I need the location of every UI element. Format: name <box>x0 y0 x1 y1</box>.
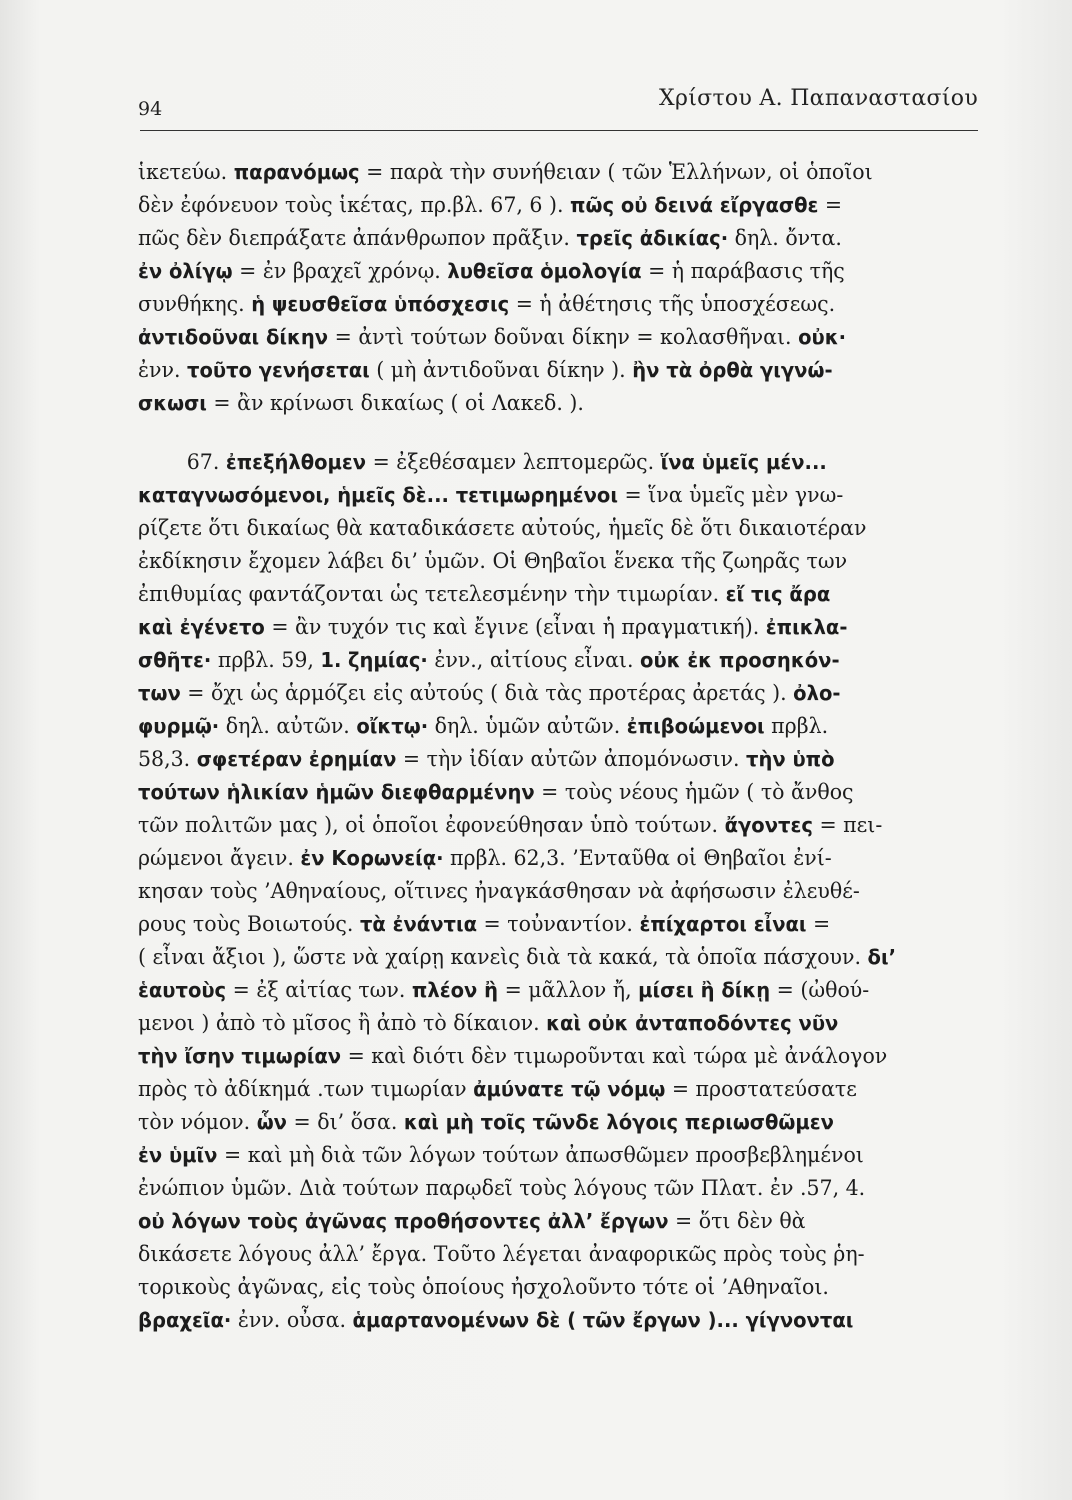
lemma-term: σκωσι <box>138 391 207 415</box>
gloss-text: = ἀντὶ τούτων δοῦναι δίκην = κολασθῆναι. <box>328 325 799 349</box>
gloss-text: = πει- <box>812 813 883 837</box>
gloss-text: δὲν ἐφόνευον τοὺς ἱκέτας, πρ.βλ. 67, 6 ). <box>138 193 571 217</box>
gloss-text: = προστατεύσατε <box>665 1077 857 1101</box>
lemma-term: τὰ ἐνάντια <box>359 912 478 936</box>
lemma-term: μίσει ἢ δίκῃ <box>638 978 771 1002</box>
gloss-text: δικάσετε λόγους ἀλλ’ ἔργα. Τοῦτο λέγεται ἀναφορικῶς πρὸς τοὺς ῥη- <box>138 1242 865 1266</box>
lemma-term: οὐκ ἐκ προσηκόν- <box>640 648 840 672</box>
gloss-text: = παρὰ τὴν συνήθειαν ( τῶν Ἑλλήνων, οἱ ὁποῖοι <box>359 160 873 184</box>
text-line <box>138 842 978 875</box>
lemma-term: ζημίας· <box>347 648 428 672</box>
gloss-text: ἐνν., αἰτίους εἶναι. <box>427 648 641 672</box>
text-line <box>138 387 978 420</box>
lemma-term: ἀμύνατε τῷ νόμῳ <box>473 1077 666 1101</box>
lemma-term: καὶ οὐκ ἀνταποδόντες νῦν <box>546 1011 839 1035</box>
text-line <box>138 1106 978 1139</box>
text-line <box>138 1073 978 1106</box>
lemma-term: πῶς οὐ δεινά εἴργασθε <box>570 193 819 217</box>
lemma-term: ἁμαρτανομένων δὲ ( τῶν ἔργων )... γίγνονται <box>352 1308 854 1332</box>
lemma-term: φυρμῷ· <box>138 714 220 738</box>
text-line <box>138 1271 978 1304</box>
lemma-term: βραχεῖα· <box>138 1308 232 1332</box>
gloss-text: ρους τοὺς Βοιωτούς. <box>138 912 360 936</box>
lemma-term: ἐπικλα- <box>765 615 848 639</box>
lemma-term: σθῆτε· <box>138 648 212 672</box>
text-line <box>138 974 978 1007</box>
gloss-text: δηλ. αὐτῶν. <box>219 714 357 738</box>
gloss-text: = <box>818 193 843 217</box>
header-rule <box>140 130 978 131</box>
gloss-text: μενοι ) ἀπὸ τὸ μῖσος ἢ ἀπὸ τὸ δίκαιον. <box>138 1011 547 1035</box>
lemma-term: ὧν <box>256 1110 287 1134</box>
gloss-text: ( μὴ ἀντιδοῦναι δίκην ). <box>369 358 633 382</box>
text-line <box>138 875 978 908</box>
gloss-text: = ὄχι ὡς ἁρμόζει εἰς αὐτούς ( διὰ τὰς προτέρας ἀρετάς ). <box>180 681 794 705</box>
lemma-term: πλέον ἢ <box>411 978 499 1002</box>
text-line <box>138 578 978 611</box>
gloss-text: = ἐν βραχεῖ χρόνῳ. <box>232 259 448 283</box>
lemma-term: ἢν τὰ ὀρθὰ γιγνώ- <box>632 358 833 382</box>
lemma-term: ἐν ὑμῖν <box>138 1143 218 1167</box>
gloss-text: πῶς δὲν διεπράξατε ἀπάνθρωπον πρᾶξιν. <box>138 226 577 250</box>
lemma-term: οἴκτῳ· <box>356 714 429 738</box>
gloss-text: ρίζετε ὅτι δικαίως θὰ καταδικάσετε αὐτούς, ἡμεῖς δὲ ὅτι δικαιοτέραν <box>138 516 867 540</box>
gloss-text: συνθήκης. <box>138 292 252 316</box>
lemma-term: τούτων ἡλικίαν ἡμῶν διεφθαρμένην <box>138 780 535 804</box>
text-line <box>138 288 978 321</box>
gloss-text: = ἂν τυχόν τις καὶ ἔγινε (εἶναι ἡ πραγματική). <box>264 615 766 639</box>
lemma-term: σφετέραν ἐρημίαν <box>196 747 397 771</box>
gloss-text: κησαν τοὺς ’Αθηναίους, οἵτινες ἠναγκάσθησαν νὰ ἀφήσωσιν ἐλευθέ- <box>138 879 860 903</box>
text-line <box>138 321 978 354</box>
gloss-text: πρὸς τὸ ἀδίκημά .των τιμωρίαν <box>138 1077 474 1101</box>
lemma-term: λυθεῖσα ὁμολογία <box>447 259 642 283</box>
lemma-term: εἴ τις ἄρα <box>725 582 831 606</box>
text-line <box>138 545 978 578</box>
lemma-term: δι’ <box>867 945 896 969</box>
gloss-text: = ἐξ αἰτίας των. <box>226 978 412 1002</box>
page-header <box>138 86 978 126</box>
text-line <box>138 354 978 387</box>
page-number: 94 <box>138 98 163 120</box>
gloss-text: = ἡ ἀθέτησις τῆς ὑποσχέσεως. <box>509 292 836 316</box>
lemma-term: των <box>138 681 181 705</box>
lemma-term: καταγνωσόμενοι, ἡμεῖς δὲ... τετιμωρημένοι <box>138 483 618 507</box>
gloss-text: ἐνώπιον ὑμῶν. Διὰ τούτων παρῳδεῖ τοὺς λόγους τῶν Πλατ. ἐν .57, 4. <box>138 1176 866 1200</box>
gloss-text: πρβλ. 59, <box>211 648 321 672</box>
lemma-term: καὶ μὴ τοῖς τῶνδε λόγοις περιωσθῶμεν <box>403 1110 834 1134</box>
gloss-text: = ἡ παράβασις τῆς <box>641 259 845 283</box>
text-line <box>138 189 978 222</box>
lemma-term: 1. <box>320 648 342 672</box>
gloss-text: = καὶ μὴ διὰ τῶν λόγων τούτων ἀπωσθῶμεν προσβεβλημένοι <box>217 1143 864 1167</box>
text-line <box>138 1007 978 1040</box>
lemma-term: τοῦτο γενήσεται <box>186 358 370 382</box>
lemma-term: τὴν ὑπὸ <box>746 747 835 771</box>
text-line <box>138 908 978 941</box>
text-line <box>138 156 978 189</box>
gloss-text: = ἂν κρίνωσι δικαίως ( οἱ Λακεδ. ). <box>206 391 584 415</box>
gloss-text: πρβλ. 62,3. ’Ενταῦθα οἱ Θηβαῖοι ἐνί- <box>443 846 832 870</box>
text-line <box>138 512 978 545</box>
gloss-text: = τοὐναντίον. <box>477 912 640 936</box>
gloss-text: = καὶ διότι δὲν τιμωροῦνται καὶ τώρα μὲ ἀνάλογον <box>341 1044 888 1068</box>
lemma-term: καὶ ἐγένετο <box>138 615 265 639</box>
text-line <box>138 677 978 710</box>
gloss-text: ἐκδίκησιν ἔχομεν λάβει δι’ ὑμῶν. Οἱ Θηβαῖοι ἕνεκα τῆς ζωηρᾶς των <box>138 549 848 573</box>
gloss-text: ἐπιθυμίας φαντάζονται ὡς τετελεσμένην τὴν τιμωρίαν. <box>138 582 726 606</box>
gloss-text: = ἵνα ὑμεῖς μὲν γνω- <box>617 483 844 507</box>
gloss-text: δηλ. ὄντα. <box>728 226 842 250</box>
lemma-term: ἐπιβοώμενοι <box>626 714 765 738</box>
lemma-term: οὐκ· <box>798 325 847 349</box>
gloss-text: = ὅτι δὲν θὰ <box>668 1209 806 1233</box>
lemma-term: ἐν Κορωνείᾳ· <box>300 846 444 870</box>
text-line <box>138 446 977 479</box>
lemma-term: ἑαυτοὺς <box>138 978 227 1002</box>
gloss-text: ( εἶναι ἄξιοι ), ὥστε νὰ χαίρῃ κανεὶς διὰ τὰ κακά, τὰ ὁποῖα πάσχουν. <box>138 945 868 969</box>
text-line <box>138 743 978 776</box>
lemma-term: ἄγοντες <box>724 813 813 837</box>
lemma-term: ἵνα ὑμεῖς μέν... <box>660 450 827 474</box>
text-line <box>138 1139 978 1172</box>
text-line <box>138 611 978 644</box>
text-line <box>138 222 978 255</box>
lemma-term: ἐπίχαρτοι εἶναι <box>639 912 807 936</box>
gloss-text: δηλ. ὑμῶν αὐτῶν. <box>428 714 627 738</box>
text-line <box>138 710 978 743</box>
text-line <box>138 1238 978 1271</box>
gloss-text: = (ὠθού- <box>770 978 870 1002</box>
text-line <box>138 941 978 974</box>
text-line <box>138 1304 978 1337</box>
running-head: Χρίστου Α. Παπαναστασίου <box>659 86 978 111</box>
gloss-text: = <box>806 912 831 936</box>
text-line <box>138 644 978 677</box>
gloss-text: πρβλ. <box>764 714 829 738</box>
gloss-text: = ἐξεθέσαμεν λεπτομερῶς. <box>366 450 661 474</box>
text-line <box>138 479 978 512</box>
lemma-term: ἐν ὀλίγῳ <box>138 259 233 283</box>
gloss-text: τὸν νόμον. <box>138 1110 257 1134</box>
text-line <box>138 1172 978 1205</box>
text-line <box>138 809 978 842</box>
lemma-term: ἐπεξήλθομεν <box>225 450 367 474</box>
commentary-text <box>138 156 998 1337</box>
text-line <box>138 1040 978 1073</box>
text-line <box>138 1205 978 1238</box>
gloss-text: 58,3. <box>138 747 197 771</box>
gloss-text: τορικοὺς ἀγῶνας, εἰς τοὺς ὁποίους ἠσχολοῦντο τότε οἱ ’Αθηναῖοι. <box>138 1275 829 1299</box>
text-line <box>138 255 978 288</box>
gloss-text: ἐνν. οὖσα. <box>231 1308 353 1332</box>
gloss-text: ἱκετεύω. <box>138 160 234 184</box>
lemma-term: ὀλο- <box>793 681 841 705</box>
lemma-term: ἡ ψευσθεῖσα ὑπόσχεσις <box>251 292 510 316</box>
gloss-text: = μᾶλλον ἤ, <box>498 978 639 1002</box>
lemma-term: τὴν ἴσην τιμωρίαν <box>138 1044 342 1068</box>
lemma-term: τρεῖς ἀδικίας· <box>576 226 729 250</box>
lemma-term: παρανόμως <box>233 160 360 184</box>
gloss-text: ρώμενοι ἄγειν. <box>138 846 301 870</box>
gloss-text: = δι’ ὅσα. <box>286 1110 404 1134</box>
text-line <box>138 776 978 809</box>
gloss-text: ἐνν. <box>138 358 187 382</box>
gloss-text: = τὴν ἰδίαν αὐτῶν ἀπομόνωσιν. <box>396 747 747 771</box>
gloss-text: 67. <box>186 450 226 474</box>
gloss-text: = τοὺς νέους ἡμῶν ( τὸ ἄνθος <box>534 780 854 804</box>
lemma-term: οὐ λόγων τοὺς ἀγῶνας προθήσοντες ἀλλ’ ἔργων <box>138 1209 669 1233</box>
lemma-term: ἀντιδοῦναι δίκην <box>138 325 329 349</box>
gloss-text: τῶν πολιτῶν μας ), οἱ ὁποῖοι ἐφονεύθησαν ὑπὸ τούτων. <box>138 813 725 837</box>
